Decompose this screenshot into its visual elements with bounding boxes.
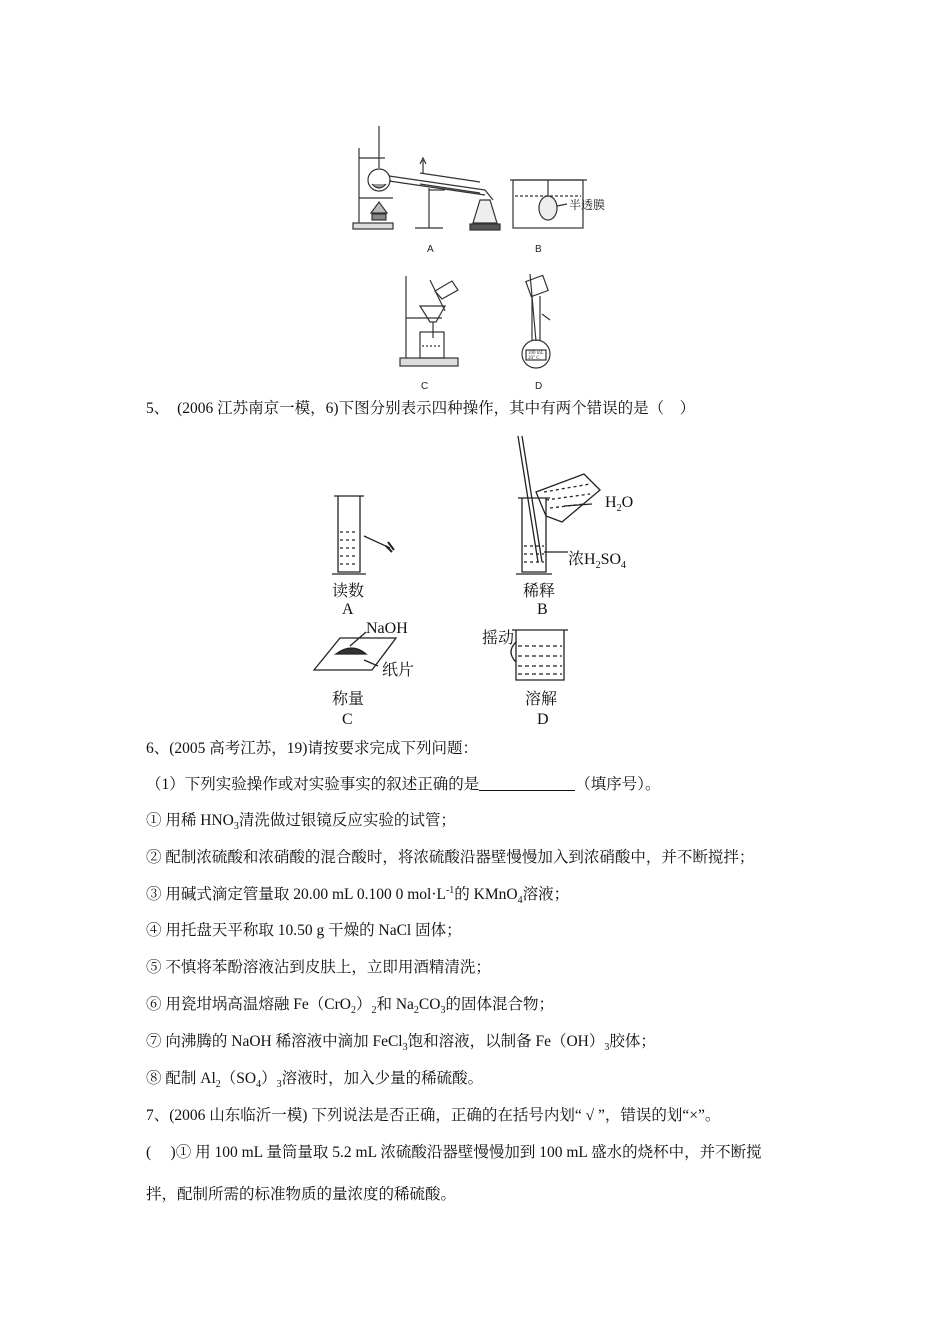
apparatus-c-label: C	[421, 381, 429, 392]
q6-item-1	[146, 811, 456, 831]
q5-text: (2006 江苏南京一模，6)下图分别表示四种操作，其中有两个错误的是（ ）	[177, 400, 696, 417]
q5-d-shake: 摇动	[482, 630, 515, 647]
flask-label-volume: 100 mL	[528, 351, 544, 356]
q5-b-acid-label	[568, 546, 627, 572]
q6-item6-d: CO	[418, 996, 441, 1013]
q6-item6-sub3: 2	[413, 1005, 419, 1017]
q7-item1-line2: 拌，配制所需的标准物质的量浓度的稀硫酸。	[146, 1186, 457, 1203]
q6-item7-b: 饱和溶液，以制备 Fe（OH）	[407, 1033, 605, 1050]
apparatus-b-label: B	[535, 244, 542, 255]
q6-item3-c: 溶液；	[522, 886, 570, 903]
q6-item7-c: 胶体；	[609, 1033, 656, 1050]
q6-item8-sub1: 2	[215, 1079, 221, 1091]
q6-item7-sub2: 3	[604, 1042, 610, 1054]
q6-item8-a: ⑧ 配制 Al	[146, 1070, 216, 1087]
q6-item8-c: ）	[261, 1070, 277, 1087]
q5-a-caption: 读数	[332, 583, 365, 600]
q7-header: 7、(2006 山东临沂一模) 下列说法是否正确，正确的在括号内划“ √ ”，错误的划“×”。	[146, 1107, 721, 1124]
apparatus-figure-cd	[390, 266, 570, 378]
q6-item-5: ⑤ 不慎将苯酚溶液沾到皮肤上，立即用酒精清洗；	[146, 959, 491, 976]
q6-part1-after: （填序号）。	[575, 776, 661, 793]
q5-b-water-o: O	[621, 494, 634, 511]
q5-number: 5、	[146, 400, 170, 417]
q5-b-water-sub: 2	[616, 503, 622, 515]
membrane-label: 半透膜	[569, 198, 606, 212]
q6-item6-sub2: 2	[371, 1005, 377, 1017]
q6-item-8	[146, 1069, 483, 1089]
q6-item3-b: 的 KMnO	[454, 886, 518, 903]
q6-item6-c: 和 Na	[376, 996, 414, 1013]
q6-part1	[146, 775, 661, 795]
q6-item8-d: 溶液时，加入少量的稀硫酸。	[281, 1070, 484, 1087]
q6-item6-sub4: 3	[440, 1005, 446, 1017]
q5-b-acid-sub1: 2	[595, 560, 601, 572]
q5-stem	[146, 399, 695, 419]
apparatus-a-label: A	[427, 244, 434, 255]
q6-item7-a: ⑦ 向沸腾的 NaOH 稀溶液中滴加 FeCl	[146, 1033, 403, 1050]
q6-item-2: ② 配制浓硫酸和浓硝酸的混合酸时，将浓硫酸沿器壁慢慢加入到浓硝酸中，并不断搅拌；	[146, 849, 755, 866]
q6-header: 6、(2005 高考江苏，19)请按要求完成下列问题：	[146, 740, 478, 757]
q6-item8-sub3: 3	[276, 1079, 282, 1091]
q6-item6-b: ）	[355, 996, 372, 1013]
q5-c-paper: 纸片	[382, 662, 415, 679]
q7-item1-line1: ( )① 用 100 mL 量筒量取 5.2 mL 浓硫酸沿器壁慢慢加到 100 mL 盛水的烧杯中，并不断搅	[146, 1144, 762, 1161]
q6-item6-sub1: 2	[350, 1005, 356, 1017]
q6-item1-b: 清洗做过银镜反应实验的试管；	[238, 812, 456, 829]
apparatus-figure-ab	[345, 118, 615, 243]
q6-item1-sub: 3	[233, 821, 239, 833]
q6-answer-blank	[479, 776, 575, 791]
q6-item3-sup: -1	[445, 884, 455, 896]
q5-b-letter: B	[537, 601, 548, 618]
q6-item7-sub1: 3	[402, 1042, 408, 1054]
q5-d-caption: 溶解	[525, 691, 558, 708]
apparatus-d-label: D	[535, 381, 543, 392]
q6-item3-a: ③ 用碱式滴定管量取 20.00 mL 0.100 0 mol·L	[146, 886, 446, 903]
q6-item-3	[146, 885, 569, 905]
q5-b-acid-b: SO	[600, 551, 622, 568]
q5-b-acid-a: 浓H	[568, 551, 596, 568]
flask-label-temp: 20° C	[528, 356, 540, 361]
q5-b-water-label	[605, 494, 634, 515]
q6-item-7	[146, 1032, 656, 1052]
q5-d-letter: D	[537, 711, 549, 728]
apparatus-ab-drawing	[345, 118, 615, 243]
q6-item6-e: 的固体混合物；	[445, 996, 554, 1013]
q6-item-6	[146, 995, 554, 1015]
apparatus-cd-drawing	[390, 266, 570, 378]
q5-b-caption: 稀释	[523, 583, 556, 600]
q6-item8-b: （SO	[220, 1070, 257, 1087]
q6-item6-a: ⑥ 用瓷坩埚高温熔融 Fe（CrO	[146, 996, 351, 1013]
q6-part1-before: （1）下列实验操作或对实验事实的叙述正确的是	[146, 776, 480, 793]
q5-b-water-h: H	[605, 494, 617, 511]
q5-b-acid-sub2: 4	[621, 560, 627, 572]
q5-a-letter: A	[342, 601, 354, 618]
q5-c-naoh: NaOH	[366, 620, 408, 637]
q6-item3-sub: 4	[517, 895, 523, 907]
q5-c-caption: 称量	[332, 691, 365, 708]
q6-item8-sub2: 4	[256, 1079, 262, 1091]
q6-item-4: ④ 用托盘天平称取 10.50 g 干燥的 NaCl 固体；	[146, 922, 462, 939]
q6-item1-a: ① 用稀 HNO	[146, 812, 234, 829]
q5-c-letter: C	[342, 711, 353, 728]
